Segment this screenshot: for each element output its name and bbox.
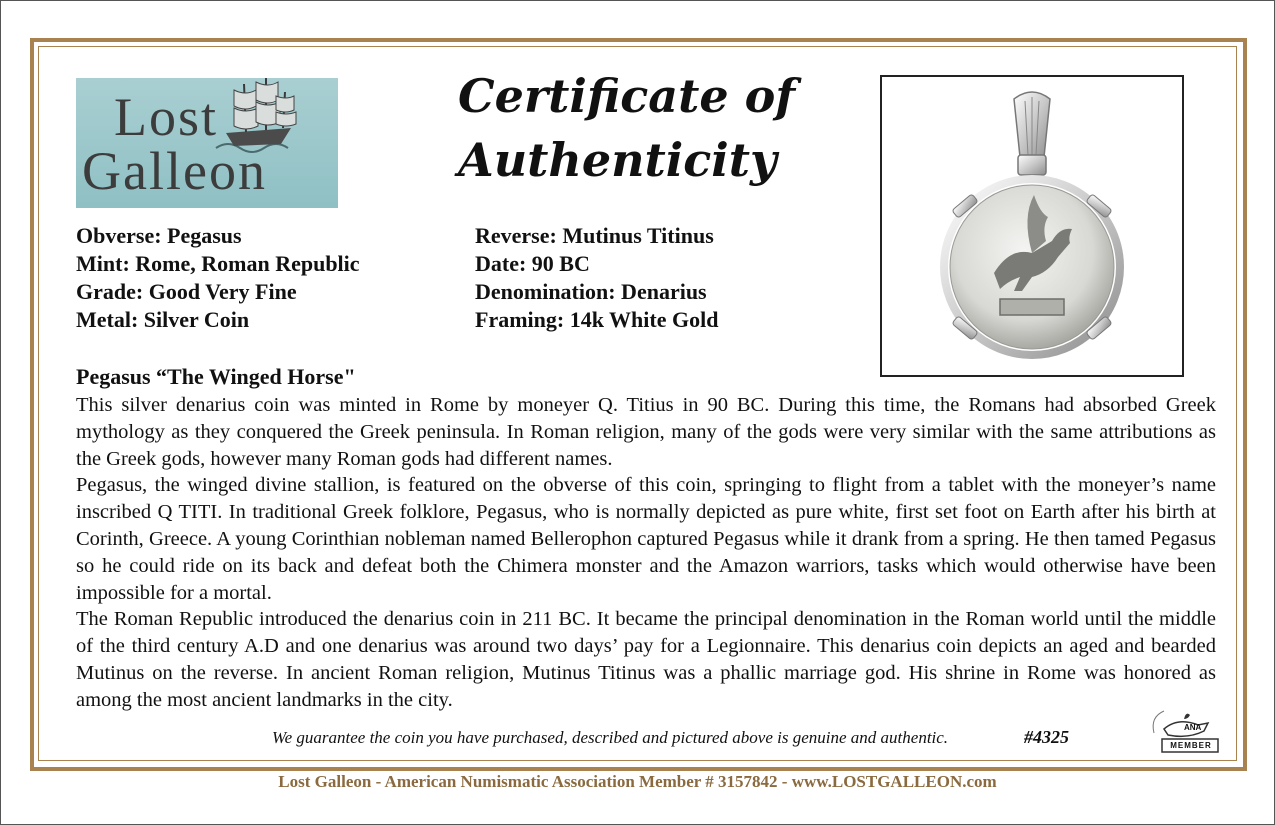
- specs-right-column: [475, 222, 718, 334]
- specs-left-column: [76, 222, 360, 334]
- description-heading: Pegasus “The Winged Horse": [76, 364, 356, 389]
- description-body: [76, 392, 1216, 714]
- spec-reverse: Reverse: Mutinus Titinus: [475, 223, 714, 248]
- description-paragraph: This silver denarius coin was minted in Rome by moneyer Q. Titius in 90 BC. During this time, the Romans had absorbed Greek mythology as they conquered the Greek peninsula. In Roman religion, many of the gods were very similar with the same attributions as the Greek gods, however many Roman gods had different names.: [76, 394, 1216, 470]
- description-paragraph: The Roman Republic introduced the denarius coin in 211 BC. It became the principal denomination in the Roman world until the middle of the third century A.D and one denarius was around two days’ pay for a Legionnaire. This denarius coin depicts an aged and bearded Mutinus on the reverse. In ancient Roman religion, Mutinus Titinus was a phallic marriage god. His shrine in Rome was honored as among the most ancient landmarks in the city.: [76, 608, 1216, 711]
- spec-framing: Framing: 14k White Gold: [475, 307, 719, 332]
- title-line-1: Certificate of: [458, 69, 796, 123]
- guarantee-statement: We guarantee the coin you have purchased, described and pictured above is genuine and authentic.: [272, 728, 949, 747]
- title-line-2: Authenticity: [458, 133, 777, 187]
- spec-metal: Metal: Silver Coin: [76, 307, 250, 332]
- description-paragraph: Pegasus, the winged divine stallion, is featured on the obverse of this coin, springing to flight from a tablet with the moneyer’s name inscribed Q TITI. In traditional Greek folklore, Pegasus, who is normally depicted as pure white, first set foot on Earth after his birth at Corinth, Greece. A young Corinthian nobleman named Bellerophon captured Pegasus while it drank from a spring. He then tamed Pegasus so he could ride on its back and defeat both the Chimera monster and the Amazon warriors, tasks which would otherwise have been impossible for a mortal.: [76, 474, 1216, 604]
- spec-mint: Mint: Rome, Roman Republic: [76, 251, 360, 276]
- pegasus-coin-pendant-icon: [882, 77, 1182, 375]
- logo-text-lost: Lost: [114, 87, 219, 147]
- certificate-title: [458, 64, 796, 192]
- coin-photo: [880, 75, 1184, 377]
- spec-denomination: Denomination: Denarius: [475, 279, 707, 304]
- footer-membership-line: Lost Galleon - American Numismatic Association Member # 3157842 - www.LOSTGALLEON.com: [278, 772, 997, 791]
- spec-grade: Grade: Good Very Fine: [76, 279, 297, 304]
- lost-galleon-logo: [76, 78, 338, 208]
- spec-date: Date: 90 BC: [475, 251, 590, 276]
- spec-obverse: Obverse: Pegasus: [76, 223, 242, 248]
- ana-member-badge: [1148, 705, 1222, 755]
- ana-badge-bottom: MEMBER: [1170, 741, 1212, 750]
- certificate-number: #4325: [1024, 727, 1069, 747]
- logo-text-galleon: Galleon: [82, 141, 267, 201]
- ana-badge-top: ANA: [1184, 723, 1202, 732]
